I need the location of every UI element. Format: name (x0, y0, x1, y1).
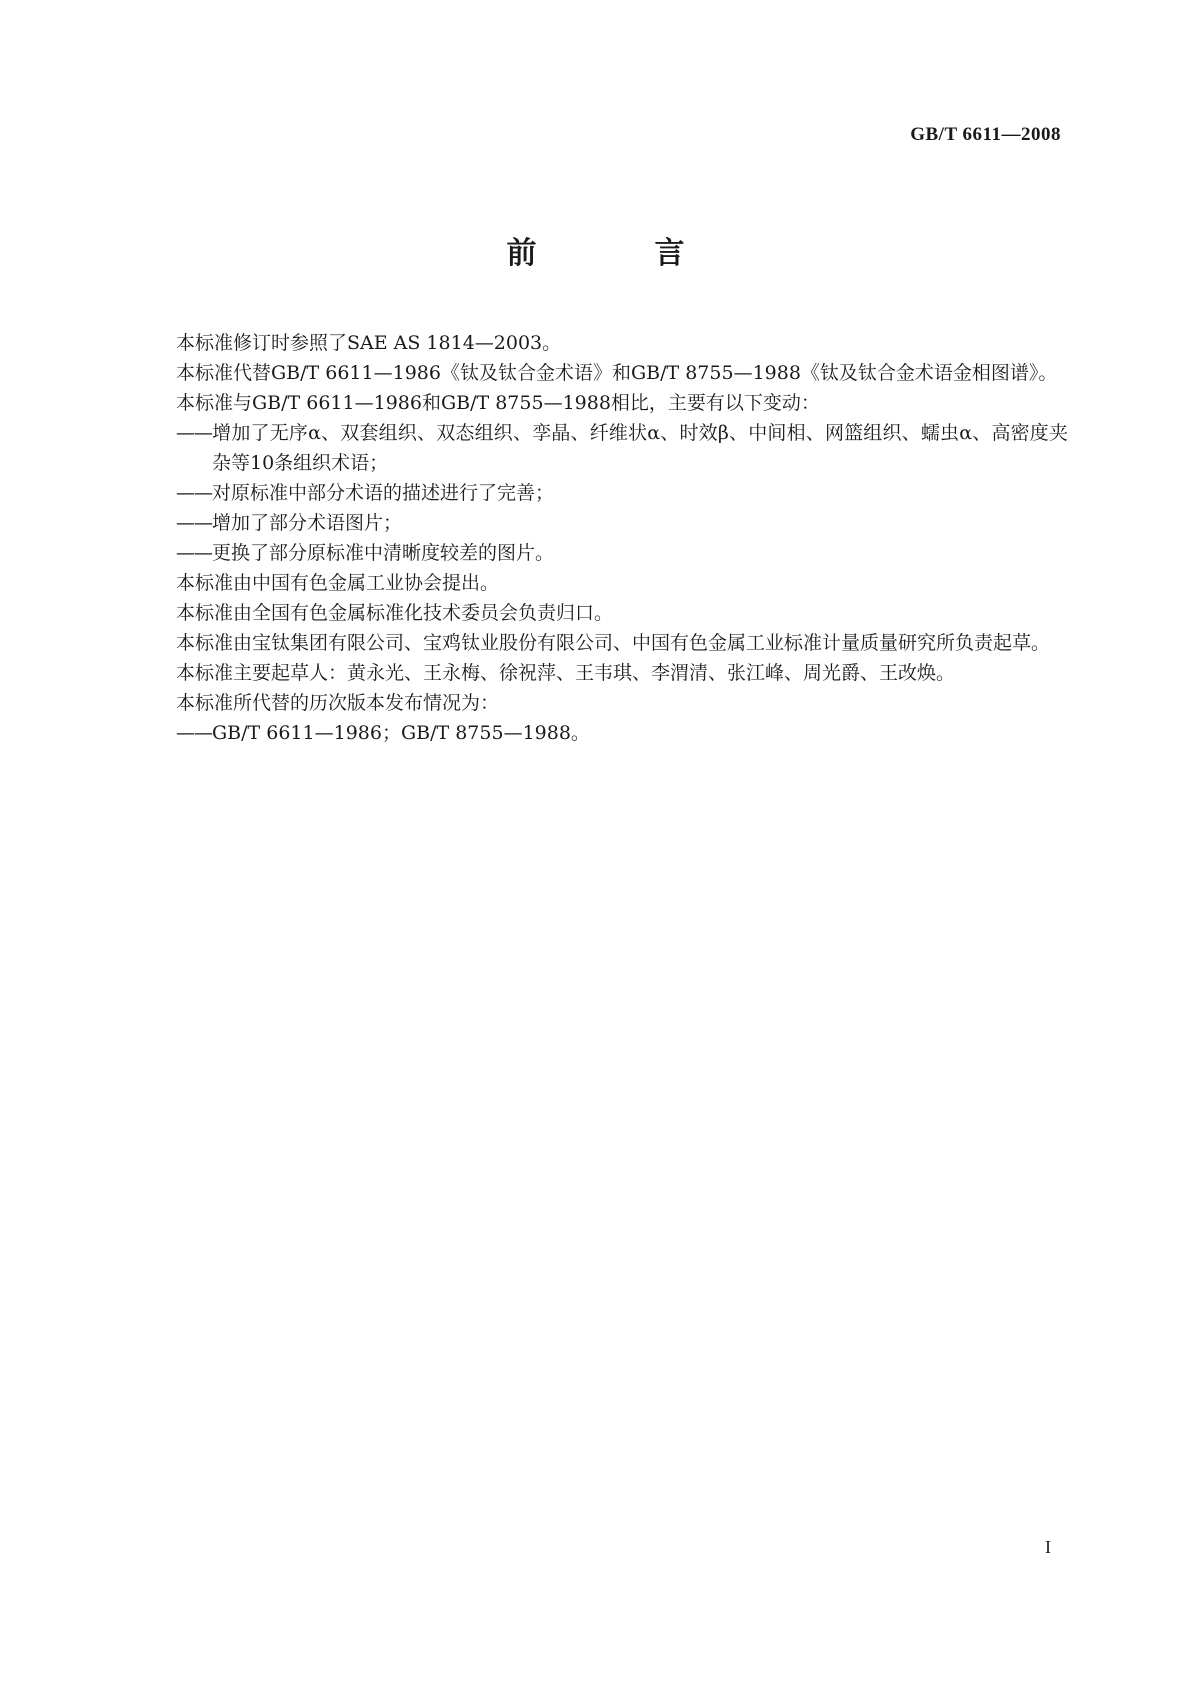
paragraph-proposer: 本标准由中国有色金属工业协会提出。 (176, 572, 500, 594)
dash-marker: —— (176, 482, 212, 504)
change-item-text: 对原标准中部分术语的描述进行了完善； (212, 482, 555, 504)
dash-marker: —— (176, 722, 212, 744)
change-item (156, 478, 1068, 508)
change-item-text: 更换了部分原标准中清晰度较差的图片。 (212, 542, 555, 564)
paragraph-reference: 本标准修订时参照了SAE AS 1814—2003。 (176, 332, 562, 354)
paragraph-drafting-units: 本标准由宝钛集团有限公司、宝鸡钛业股份有限公司、中国有色金属工业标准计量质量研究所负责起草。 (176, 632, 1051, 654)
change-item (156, 418, 1068, 478)
page-number: I (1045, 1537, 1051, 1557)
paragraph-drafters: 本标准主要起草人：黄永光、王永梅、徐祝萍、王韦琪、李渭清、张江峰、周光爵、王改焕。 (176, 662, 956, 684)
dash-marker: —— (176, 512, 212, 534)
change-item-text: 增加了无序α、双套组织、双态组织、孪晶、纤维状α、时效β、中间相、网篮组织、蠕虫α、高密度夹杂等10条组织术语； (212, 422, 1068, 474)
change-item (156, 538, 1068, 568)
paragraph-replaces: 本标准代替GB/T 6611—1986《钛及钛合金术语》和GB/T 8755—1988《钛及钛合金术语金相图谱》。 (176, 362, 1058, 384)
history-item-text: GB/T 6611—1986；GB/T 8755—1988。 (212, 722, 590, 744)
history-item (156, 718, 1068, 748)
paragraph-changes-intro: 本标准与GB/T 6611—1986和GB/T 8755—1988相比，主要有以下变动： (176, 392, 820, 414)
dash-marker: —— (176, 542, 212, 564)
dash-marker: —— (176, 422, 212, 444)
change-item-text: 增加了部分术语图片； (212, 512, 403, 534)
page-title: 前 言 (506, 236, 729, 271)
paragraph-history-intro: 本标准所代替的历次版本发布情况为： (176, 692, 500, 714)
standard-code: GB/T 6611—2008 (910, 124, 1061, 145)
change-item (156, 508, 1068, 538)
foreword-body (120, 328, 1068, 748)
paragraph-committee: 本标准由全国有色金属标准化技术委员会负责归口。 (176, 602, 614, 624)
